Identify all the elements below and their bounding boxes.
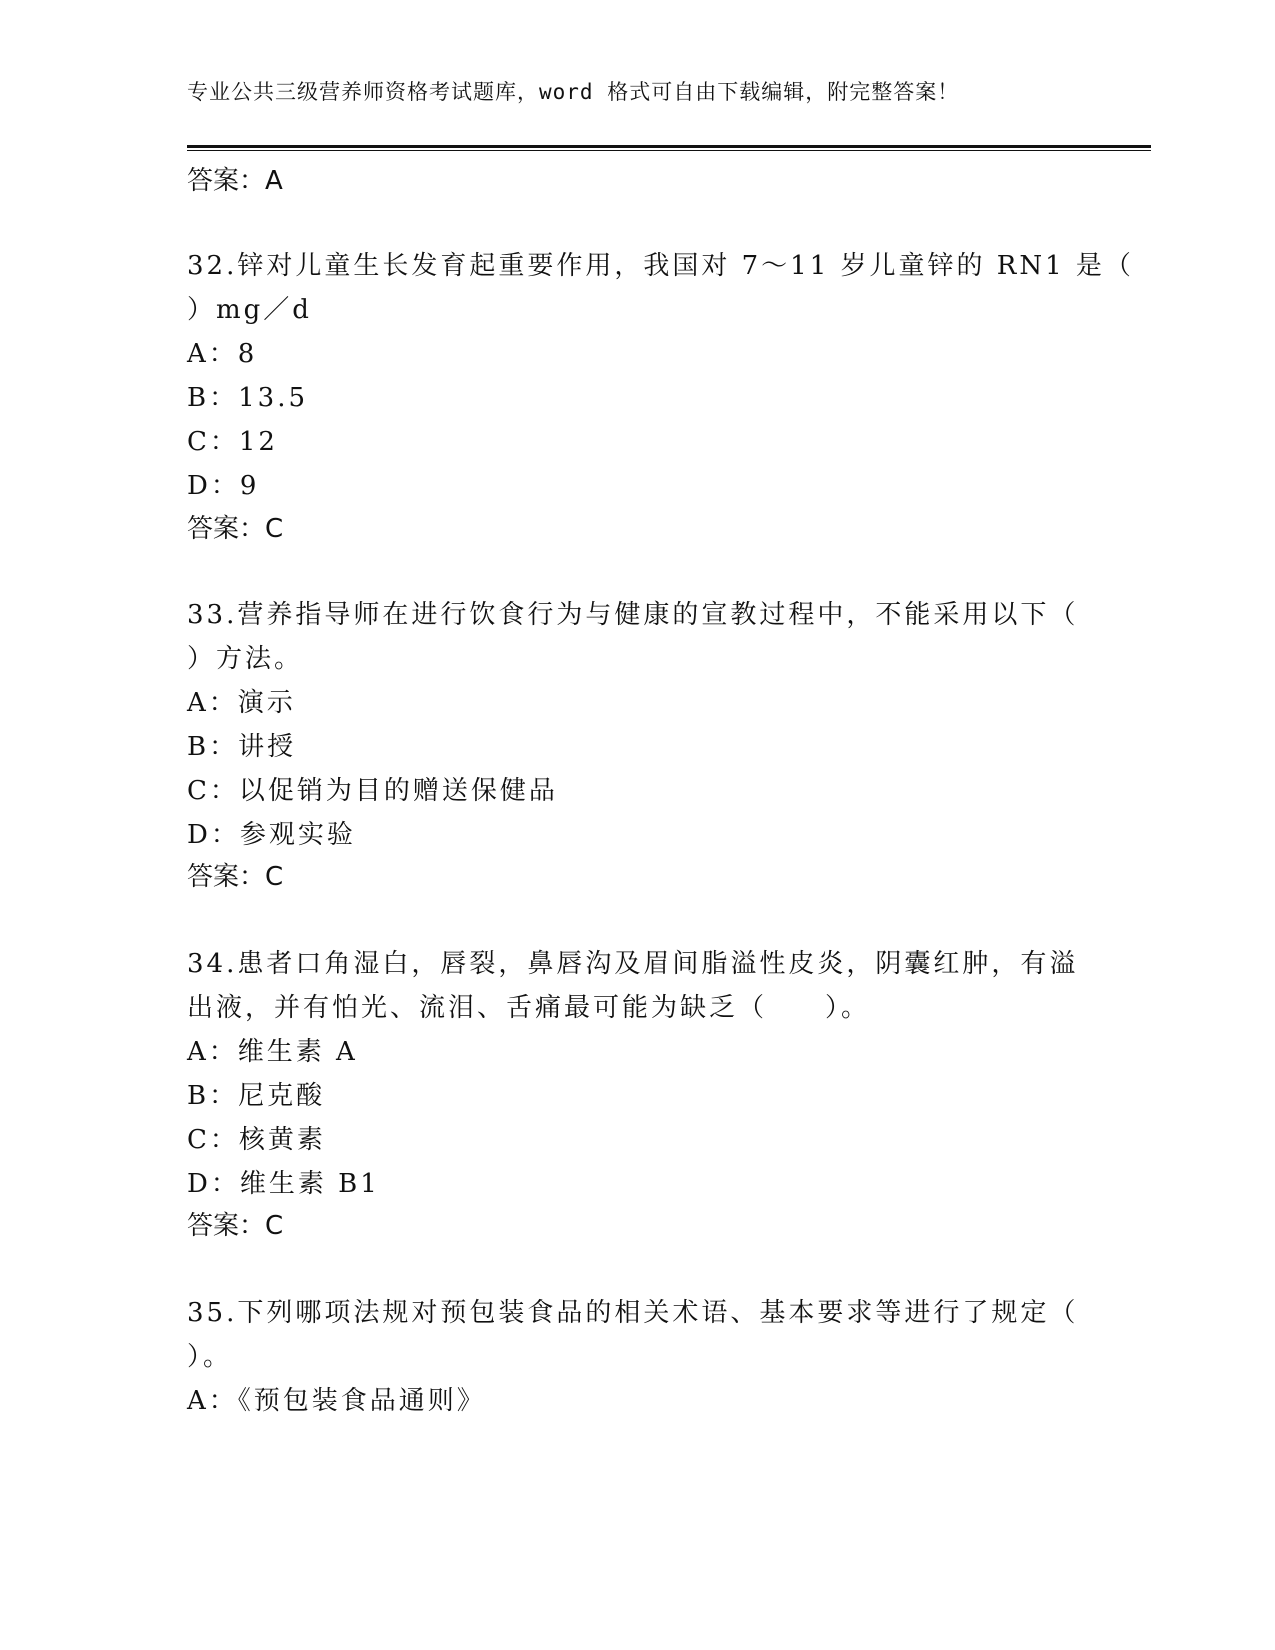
- question-32-option-b: B：13.5: [187, 383, 308, 413]
- answer-33: 答案：C: [187, 862, 284, 892]
- question-32-text: 32.锌对儿童生长发育起重要作用，我国对 7～11 岁儿童锌的 RN1 是（: [187, 251, 1134, 281]
- answer-34: 答案：C: [187, 1211, 284, 1241]
- question-35-text: 35.下列哪项法规对预包装食品的相关术语、基本要求等进行了规定（: [187, 1298, 1079, 1328]
- question-33-text-cont: ）方法。: [187, 644, 304, 674]
- question-32-option-d: D：9: [187, 471, 260, 501]
- page-header: 专业公共三级营养师资格考试题库，word 格式可自由下载编辑，附完整答案！: [187, 80, 960, 104]
- question-34-option-d: D：维生素 B1: [187, 1169, 380, 1199]
- question-35-text-cont: ）。: [187, 1342, 233, 1372]
- question-32-option-c: C：12: [187, 427, 278, 457]
- question-34-option-c: C：核黄素: [187, 1125, 326, 1155]
- question-33-option-b: B：讲授: [187, 732, 297, 762]
- question-33-text: 33.营养指导师在进行饮食行为与健康的宣教过程中，不能采用以下（: [187, 600, 1079, 630]
- question-32-text-cont: ）mg／d: [187, 295, 312, 325]
- header-divider-thick: [187, 145, 1151, 148]
- answer-32: 答案：C: [187, 514, 284, 544]
- question-34-text-cont: 出液，并有怕光、流泪、舌痛最可能为缺乏（ ）。: [187, 993, 871, 1023]
- question-34-text: 34.患者口角湿白，唇裂，鼻唇沟及眉间脂溢性皮炎，阴囊红肿，有溢: [187, 949, 1079, 979]
- question-34-option-a: A：维生素 A: [187, 1037, 358, 1067]
- question-33-option-d: D：参观实验: [187, 820, 356, 850]
- question-33-option-a: A：演示: [187, 688, 296, 718]
- answer-31: 答案：A: [187, 166, 283, 196]
- question-34-option-b: B：尼克酸: [187, 1081, 326, 1111]
- question-33-option-c: C：以促销为目的赠送保健品: [187, 776, 558, 806]
- question-32-option-a: A：8: [187, 339, 258, 369]
- header-divider-thin: [187, 150, 1151, 151]
- question-35-option-a: A：《预包装食品通则》: [187, 1386, 486, 1416]
